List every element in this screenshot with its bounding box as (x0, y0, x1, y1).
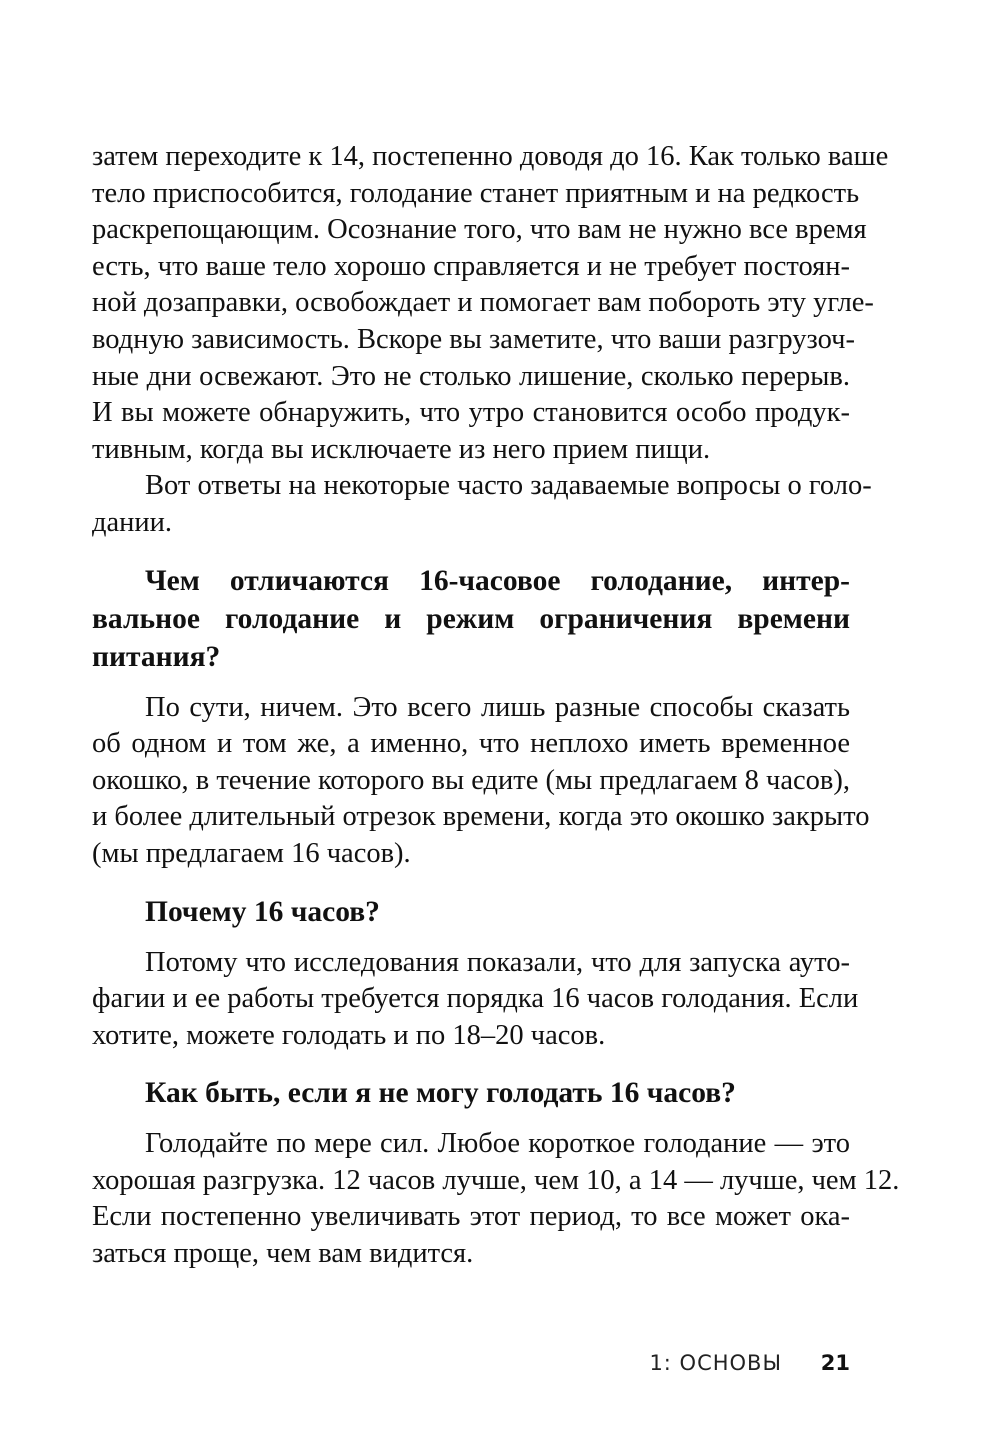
text-line: ной дозаправки, освобождает и помогает вам побороть эту угле- (92, 287, 874, 319)
text-line: Потому что исследования показали, что для запуска ауто- (145, 946, 850, 978)
text-line: об одном и том же, а именно, что неплохо иметь временное (92, 728, 850, 760)
text-line: и более длительный отрезок времени, когда это окошко закрыто (92, 801, 870, 833)
answer-paragraph-3 (92, 1126, 900, 1272)
page-body (92, 139, 900, 1273)
question-heading-1 (92, 562, 850, 676)
heading-line: вальное голодание и режим ограничения времени (92, 602, 850, 635)
text-line: заться проще, чем вам видится. (92, 1238, 474, 1270)
text-line: дании. (92, 506, 173, 538)
text-line: есть, что ваше тело хорошо справляется и не требует постоян- (92, 250, 850, 282)
text-line: ные дни освежают. Это не столько лишение, сколько перерыв. (92, 360, 850, 392)
question-heading-3 (92, 1074, 850, 1112)
text-line: Если постепенно увеличивать этот период, то все может ока- (92, 1201, 850, 1233)
text-line: хорошая разгрузка. 12 часов лучше, чем 10, а 14 — лучше, чем 12. (92, 1164, 900, 1196)
heading-line: питания? (92, 640, 221, 673)
text-line: (мы предлагаем 16 часов). (92, 837, 411, 869)
text-line: Голодайте по мере сил. Любое короткое голодание — это (145, 1128, 850, 1160)
text-line: фагии и ее работы требуется порядка 16 часов голодания. Если (92, 983, 859, 1015)
text-line: окошко, в течение которого вы едите (мы предлагаем 8 часов), (92, 764, 850, 796)
text-line: хотите, можете голодать и по 18–20 часов. (92, 1019, 606, 1051)
text-line: И вы можете обнаружить, что утро становится особо продук- (92, 397, 850, 429)
heading-line: Чем отличаются 16-часовое голодание, интер- (145, 564, 850, 597)
page-number: 21 (820, 1351, 850, 1375)
heading-line: Как быть, если я не могу голодать 16 часов? (145, 1077, 736, 1110)
text-line: затем переходите к 14, постепенно доводя до 16. Как только ваше (92, 141, 889, 172)
text-line: По сути, ничем. Это всего лишь разные способы сказать (145, 691, 850, 723)
page-footer (0, 1351, 850, 1381)
answer-paragraph-2 (92, 945, 859, 1055)
paragraph-intro-questions (92, 468, 872, 541)
text-line: тивным, когда вы исключаете из него прием пищи. (92, 433, 711, 465)
text-line: водную зависимость. Вскоре вы заметите, что ваши разгрузоч- (92, 323, 855, 355)
paragraph-continuation (92, 139, 889, 468)
answer-paragraph-1 (92, 690, 870, 873)
running-footer-section: 1: ОСНОВЫ (649, 1351, 782, 1375)
text-line: Вот ответы на некоторые часто задаваемые вопросы о голо- (145, 470, 872, 502)
text-line: раскрепощающим. Осознание того, что вам не нужно все время (92, 214, 867, 246)
heading-line: Почему 16 часов? (145, 895, 380, 928)
question-heading-2 (92, 893, 850, 931)
text-line: тело приспособится, голодание станет приятным и на редкость (92, 177, 860, 209)
